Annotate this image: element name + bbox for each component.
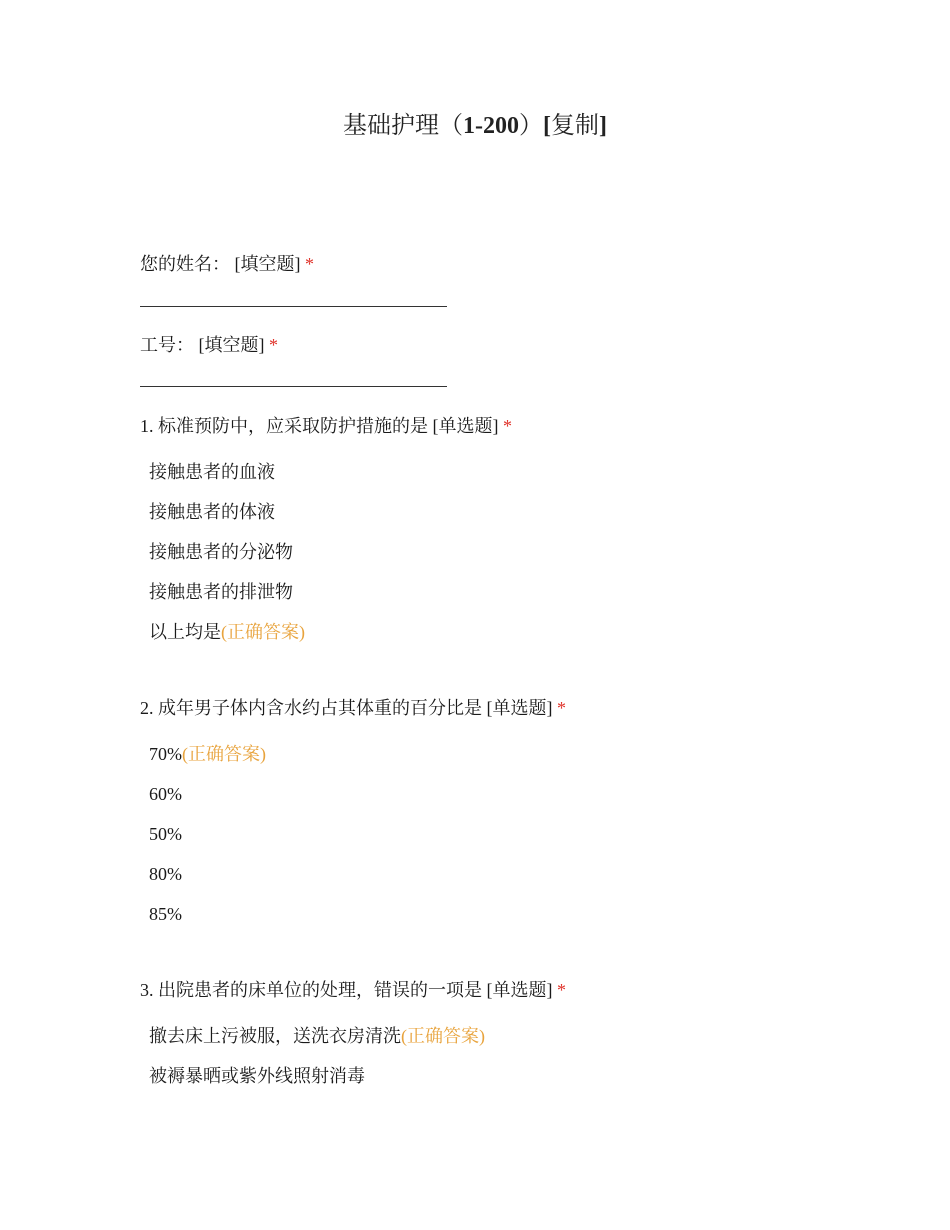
name-input-line[interactable] bbox=[140, 306, 447, 307]
question-2-option-a[interactable] bbox=[149, 742, 266, 766]
option-text: 70% bbox=[149, 744, 182, 764]
name-field-label bbox=[140, 252, 314, 276]
title-copy-open: [ bbox=[543, 113, 551, 139]
question-3-option-b[interactable] bbox=[149, 1064, 365, 1088]
option-text: 以上均是 bbox=[149, 622, 221, 642]
option-text: 接触患者的体液 bbox=[149, 502, 275, 522]
question-1-type-tag: [单选题] bbox=[432, 416, 499, 436]
option-text: 被褥暴晒或紫外线照射消毒 bbox=[149, 1066, 365, 1086]
question-1-text: 1. 标准预防中，应采取防护措施的是 bbox=[140, 416, 428, 436]
option-text: 接触患者的排泄物 bbox=[149, 582, 293, 602]
question-1-option-b[interactable] bbox=[149, 500, 275, 524]
employee-id-type-tag: [填空题] bbox=[198, 335, 265, 355]
required-mark: * bbox=[269, 335, 278, 355]
option-text: 接触患者的分泌物 bbox=[149, 542, 293, 562]
correct-answer-tag: (正确答案) bbox=[401, 1026, 485, 1046]
option-text: 接触患者的血液 bbox=[149, 462, 275, 482]
option-text: 85% bbox=[149, 904, 182, 924]
correct-answer-tag: (正确答案) bbox=[182, 744, 266, 764]
question-2-option-c[interactable] bbox=[149, 822, 182, 846]
question-2-type-tag: [单选题] bbox=[486, 698, 553, 718]
question-1-title bbox=[140, 414, 512, 438]
name-type-tag: [填空题] bbox=[234, 254, 301, 274]
required-mark: * bbox=[557, 980, 566, 1000]
option-text: 60% bbox=[149, 784, 182, 804]
question-2-option-b[interactable] bbox=[149, 782, 182, 806]
title-prefix: 基础护理（ bbox=[343, 113, 463, 139]
question-3-type-tag: [单选题] bbox=[486, 980, 553, 1000]
employee-id-label-text: 工号： bbox=[140, 335, 194, 355]
option-text: 撤去床上污被服，送洗衣房清洗 bbox=[149, 1026, 401, 1046]
title-copy-close: ] bbox=[599, 113, 607, 139]
name-label-text: 您的姓名： bbox=[140, 254, 230, 274]
employee-id-input-line[interactable] bbox=[140, 386, 447, 387]
question-2-option-d[interactable] bbox=[149, 862, 182, 886]
correct-answer-tag: (正确答案) bbox=[221, 622, 305, 642]
question-1-option-c[interactable] bbox=[149, 540, 293, 564]
question-3-text: 3. 出院患者的床单位的处理，错误的一项是 bbox=[140, 980, 482, 1000]
option-text: 80% bbox=[149, 864, 182, 884]
question-3-title bbox=[140, 978, 566, 1002]
question-1-option-a[interactable] bbox=[149, 460, 275, 484]
page-title bbox=[0, 110, 950, 142]
option-text: 50% bbox=[149, 824, 182, 844]
title-close-paren: ） bbox=[519, 113, 543, 139]
question-2-text: 2. 成年男子体内含水约占其体重的百分比是 bbox=[140, 698, 482, 718]
question-2-option-e[interactable] bbox=[149, 902, 182, 926]
question-1-option-d[interactable] bbox=[149, 580, 293, 604]
required-mark: * bbox=[503, 416, 512, 436]
question-3-option-a[interactable] bbox=[149, 1024, 485, 1048]
required-mark: * bbox=[305, 254, 314, 274]
question-2-title bbox=[140, 696, 566, 720]
title-copy-word: 复制 bbox=[551, 113, 599, 139]
employee-id-field-label bbox=[140, 333, 278, 357]
title-range: 1-200 bbox=[463, 113, 519, 139]
required-mark: * bbox=[557, 698, 566, 718]
question-1-option-e[interactable] bbox=[149, 620, 305, 644]
